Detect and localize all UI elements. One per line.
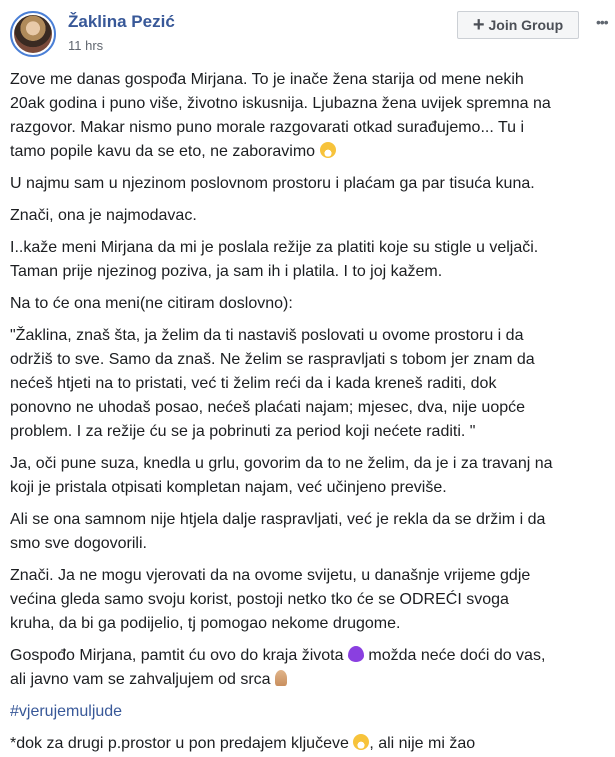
author-name[interactable]: Žaklina Pezić <box>68 12 175 31</box>
purple-heart-icon <box>348 646 364 662</box>
hashtag-link[interactable]: #vjerujemuljude <box>10 703 123 720</box>
paragraph <box>10 564 605 636</box>
text-line: Zove me danas gospođa Mirjana. To je inače žena starija od mene nekih <box>10 71 524 88</box>
text-line: problem. I za režije ću se ja pobrinuti za period koji nećete raditi. " <box>10 423 476 440</box>
text: Gospođo Mirjana, pamtit ću ovo do kraja života <box>10 647 344 664</box>
grinning-face-icon <box>353 734 369 750</box>
text-line: Ja, oči pune suza, knedla u grlu, govorim da to ne želim, da je i za travanj na <box>10 455 553 472</box>
text-line: Taman prije njezinog poziva, ja sam ih i platila. I to joj kažem. <box>10 263 443 280</box>
text-line: održiš to sve. Samo da znaš. Ne želim se raspravljati s tobom jer znam da <box>10 351 535 368</box>
post-header <box>0 0 615 68</box>
text-line: ponovno ne uhodaš posao, nećeš plaćati najam; mjesec, dva, nije uopće <box>10 399 526 416</box>
text: *dok za drugi p.prostor u pon predajem ključeve <box>10 735 349 752</box>
text-line: kruha, da bi ga podijelio, tj pomogao nekome drugome. <box>10 615 401 632</box>
paragraph <box>10 292 605 316</box>
paragraph <box>10 236 605 284</box>
grinning-face-icon <box>320 142 336 158</box>
join-group-button[interactable] <box>457 11 579 39</box>
text-line: razgovor. Makar nismo puno morale razgovarati otkad surađujemo... Tu i <box>10 119 525 136</box>
paragraph <box>10 204 605 228</box>
more-options-icon[interactable]: ••• <box>596 14 608 30</box>
text-line: Znači, ona je najmodavac. <box>10 207 197 224</box>
text-line: 20ak godina i puno više, životno iskusnija. Ljubazna žena uvijek spremna na <box>10 95 551 112</box>
text-line: U najmu sam u njezinom poslovnom prostoru i plaćam ga par tisuća kuna. <box>10 175 535 192</box>
paragraph-closing <box>10 644 605 692</box>
paragraph <box>10 68 605 164</box>
paragraph <box>10 508 605 556</box>
text-line: I..kaže meni Mirjana da mi je poslala režije za platiti koje su stigle u veljači. <box>10 239 539 256</box>
text-line: koji je pristala otpisati kompletan najam, već učinjeno previše. <box>10 479 447 496</box>
avatar-image <box>14 15 52 53</box>
praying-hands-icon <box>275 670 287 686</box>
avatar[interactable] <box>10 11 56 57</box>
plus-icon: + <box>472 14 485 36</box>
text: ali javno vam se zahvaljujem od srca <box>10 671 271 688</box>
text-line: Na to će ona meni(ne citiram doslovno): <box>10 295 293 312</box>
timestamp[interactable]: 11 hrs <box>68 38 104 53</box>
text-line: "Žaklina, znaš šta, ja želim da ti nastaviš poslovati u ovome prostoru i da <box>10 327 524 344</box>
text: možda neće doći do vas, <box>368 647 546 664</box>
text-line: smo sve dogovorili. <box>10 535 147 552</box>
text: , ali nije mi žao <box>369 735 476 752</box>
text-line: Znači. Ja ne mogu vjerovati da na ovome svijetu, u današnje vrijeme gdje <box>10 567 531 584</box>
paragraph <box>10 324 605 444</box>
text-line: većina gleda samo svoju korist, postoji netko tko će se ODREĆI svoga <box>10 591 509 608</box>
paragraph-last <box>10 732 605 756</box>
paragraph <box>10 172 605 196</box>
post-body <box>0 68 615 756</box>
text-line: nećeš htjeti na to pristati, već ti želim reći da i kada kreneš raditi, dok <box>10 375 497 392</box>
text-line: tamo popile kavu da se eto, ne zaboravimo <box>10 143 316 160</box>
join-group-label: Join Group <box>488 17 564 33</box>
paragraph <box>10 452 605 500</box>
text-line: Ali se ona samnom nije htjela dalje raspravljati, već je rekla da se držim i da <box>10 511 546 528</box>
